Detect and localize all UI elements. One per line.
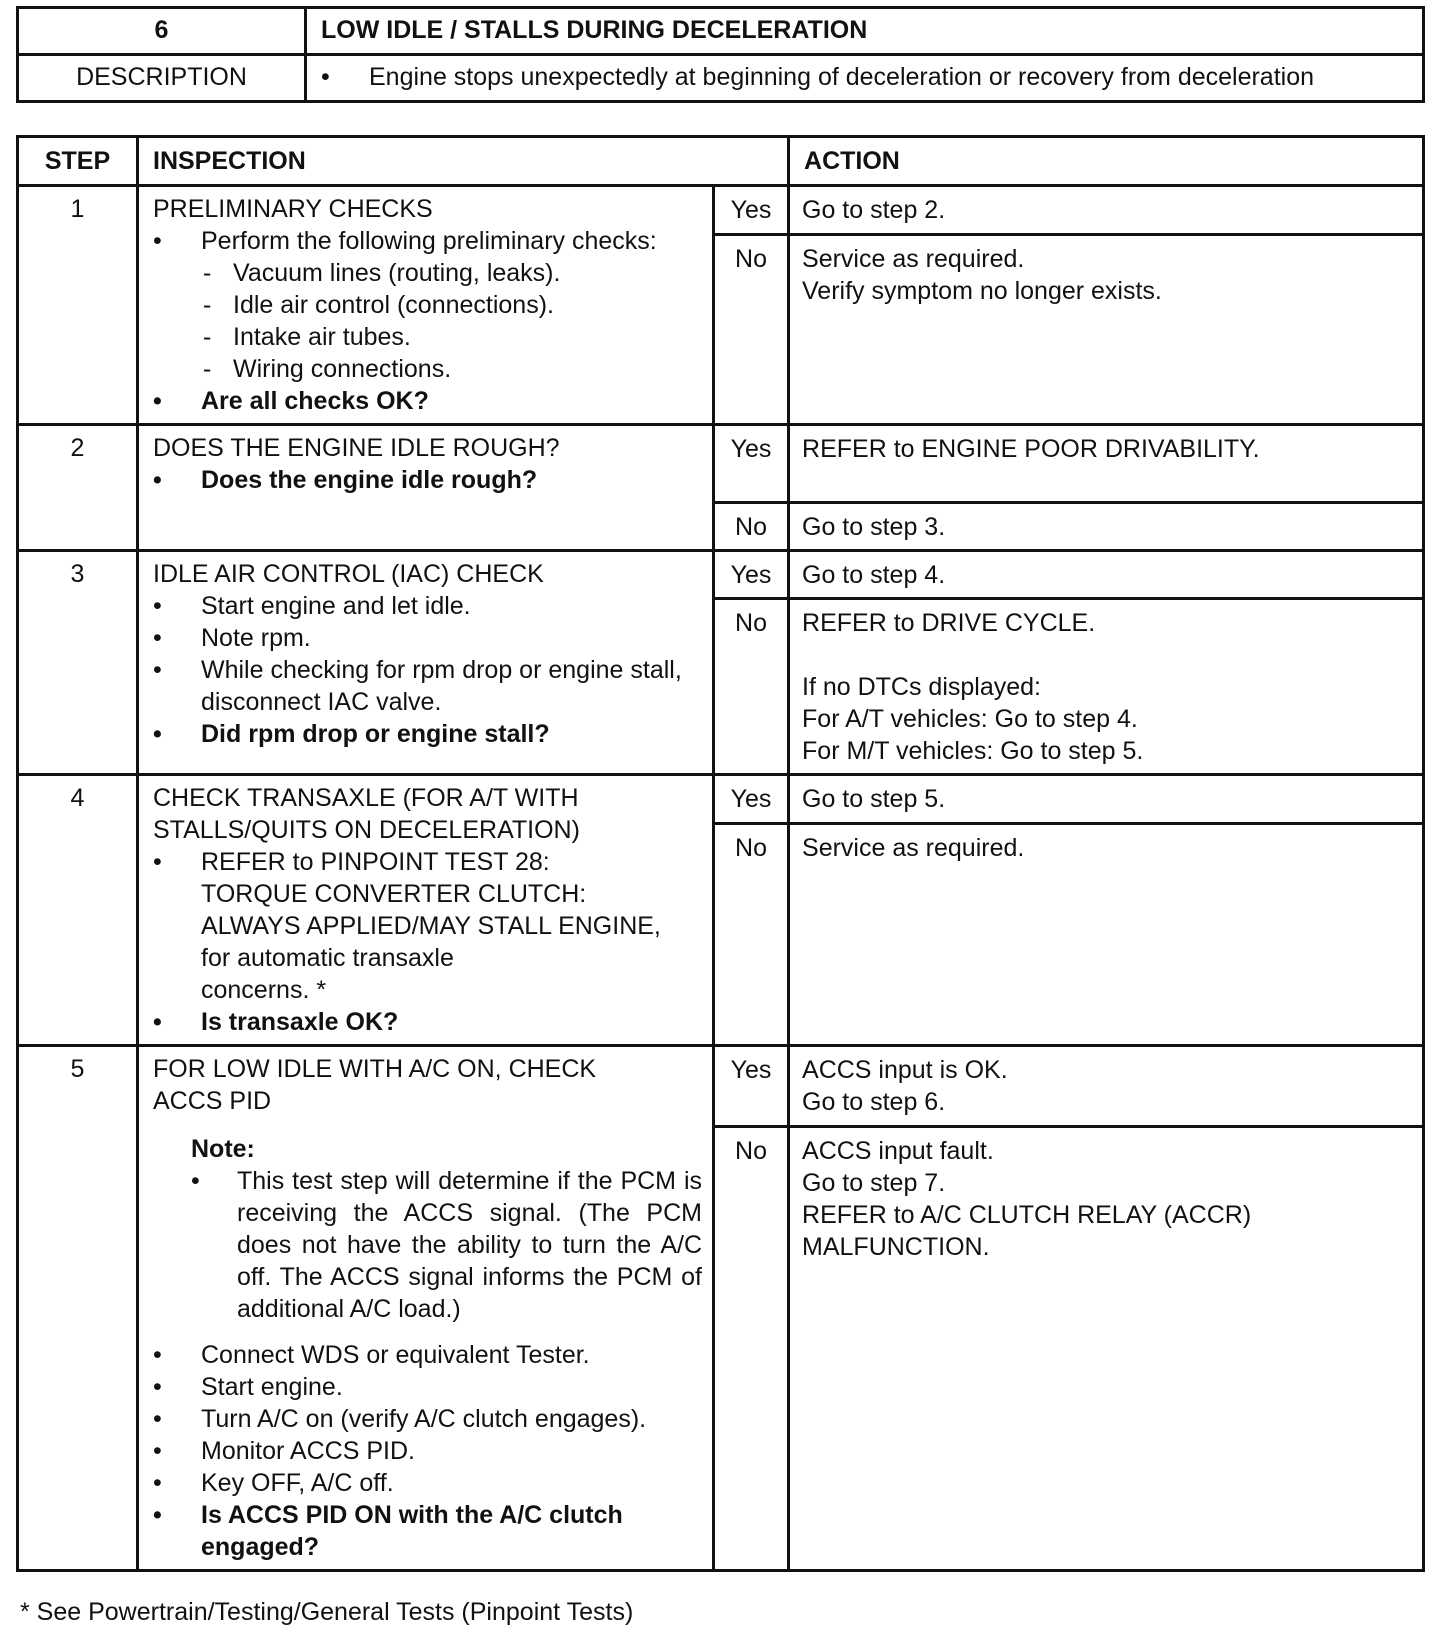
- step-inspection: [138, 186, 714, 425]
- list-item: • Turn A/C on (verify A/C clutch engages).: [153, 1403, 702, 1435]
- bullet-icon: •: [321, 63, 330, 91]
- list-item: • Start engine.: [153, 1371, 702, 1403]
- step-title: IDLE AIR CONTROL (IAC) CHECK: [153, 560, 544, 588]
- yes-action: Go to step 4.: [789, 551, 1424, 599]
- table-row: [18, 425, 1424, 503]
- table-row: [18, 775, 1424, 824]
- yes-action: Go to step 2.: [789, 186, 1424, 235]
- yes-action: [789, 1046, 1424, 1127]
- step-number: 2: [18, 425, 138, 551]
- step-inspection: [138, 551, 714, 775]
- action-line: REFER to DRIVE CYCLE.: [802, 609, 1096, 637]
- action-line: ACCS input fault.: [802, 1136, 994, 1165]
- list-item: • Monitor ACCS PID.: [153, 1435, 702, 1467]
- column-header-inspection: INSPECTION: [138, 137, 789, 186]
- step-question: • Are all checks OK?: [153, 385, 702, 417]
- no-label: No: [714, 824, 789, 1046]
- list-item: • Key OFF, A/C off.: [153, 1467, 702, 1499]
- footnote: * See Powertrain/Testing/General Tests (Pinpoint Tests): [20, 1598, 634, 1626]
- symptom-header-table: [16, 6, 1425, 103]
- list-item: • Start engine and let idle.: [153, 590, 702, 622]
- action-line: If no DTCs displayed:: [802, 673, 1042, 701]
- bullet-line: concerns. *: [201, 976, 327, 1004]
- step-title: ACCS PID: [153, 1087, 272, 1115]
- column-header-action: ACTION: [789, 137, 1424, 186]
- step-question: • Did rpm drop or engine stall?: [153, 718, 702, 750]
- table-header-row: [18, 137, 1424, 186]
- symptom-title: LOW IDLE / STALLS DURING DECELERATION: [306, 8, 1424, 55]
- yes-label: Yes: [714, 775, 789, 824]
- bullet-line: for automatic transaxle: [201, 944, 454, 972]
- note-block: [191, 1133, 702, 1325]
- step-title: CHECK TRANSAXLE (FOR A/T WITH: [153, 784, 579, 812]
- step-title: PRELIMINARY CHECKS: [153, 195, 433, 223]
- action-line: MALFUNCTION.: [802, 1232, 990, 1261]
- no-action: Go to step 3.: [789, 503, 1424, 551]
- step-question: • Does the engine idle rough?: [153, 464, 702, 496]
- action-spacer: [802, 639, 1414, 671]
- no-label: No: [714, 234, 789, 424]
- step-title: DOES THE ENGINE IDLE ROUGH?: [153, 434, 560, 462]
- description-label: DESCRIPTION: [18, 55, 306, 102]
- no-action: Service as required.: [789, 824, 1424, 1046]
- description-cell: [306, 55, 1424, 102]
- list-item: [153, 225, 702, 385]
- step-number: 3: [18, 551, 138, 775]
- list-item: - Wiring connections.: [201, 353, 702, 385]
- action-line: Service as required.: [802, 244, 1025, 273]
- step-number: 4: [18, 775, 138, 1046]
- action-line: For M/T vehicles: Go to step 5.: [802, 737, 1144, 765]
- table-row: [18, 186, 1424, 235]
- step-inspection: [138, 425, 714, 551]
- no-label: No: [714, 1126, 789, 1570]
- symptom-number: 6: [18, 8, 306, 55]
- yes-action: Go to step 5.: [789, 775, 1424, 824]
- step-title: FOR LOW IDLE WITH A/C ON, CHECK: [153, 1055, 597, 1083]
- column-header-step: STEP: [18, 137, 138, 186]
- list-item: - Idle air control (connections).: [201, 289, 702, 321]
- description-text: Engine stops unexpectedly at beginning of deceleration or recovery from deceleration: [369, 63, 1315, 91]
- step-inspection: [138, 1046, 714, 1571]
- step-number: 1: [18, 186, 138, 425]
- step-title: STALLS/QUITS ON DECELERATION): [153, 816, 580, 844]
- bullet-line: TORQUE CONVERTER CLUTCH:: [201, 880, 587, 908]
- step-number: 5: [18, 1046, 138, 1571]
- list-item: - Intake air tubes.: [201, 321, 702, 353]
- list-item: • While checking for rpm drop or engine stall, disconnect IAC valve.: [153, 654, 702, 718]
- no-action: [789, 234, 1424, 424]
- no-label: No: [714, 503, 789, 551]
- step-question: • Is transaxle OK?: [153, 1006, 702, 1038]
- action-line: Go to step 6.: [802, 1088, 946, 1116]
- list-item: - Vacuum lines (routing, leaks).: [201, 257, 702, 289]
- yes-label: Yes: [714, 186, 789, 235]
- table-row: [18, 551, 1424, 599]
- yes-action: REFER to ENGINE POOR DRIVABILITY.: [789, 425, 1424, 503]
- list-item: • Note rpm.: [153, 622, 702, 654]
- no-label: No: [714, 599, 789, 775]
- table-row: [18, 1046, 1424, 1127]
- bullet-line: ALWAYS APPLIED/MAY STALL ENGINE,: [201, 912, 661, 940]
- note-label: Note:: [191, 1135, 255, 1163]
- diagnostic-steps-table: [16, 135, 1425, 1572]
- no-action: [789, 599, 1424, 775]
- action-line: For A/T vehicles: Go to step 4.: [802, 705, 1138, 733]
- yes-label: Yes: [714, 425, 789, 503]
- list-item: • Connect WDS or equivalent Tester.: [153, 1339, 702, 1371]
- action-line: ACCS input is OK.: [802, 1056, 1008, 1084]
- list-item: [153, 846, 702, 1006]
- note-text: • This test step will determine if the PCM is receiving the ACCS signal. (The PCM does not have the ability to turn the A/C off. The ACCS signal informs the PCM of additional A/C load.): [191, 1165, 702, 1325]
- step-inspection: [138, 775, 714, 1046]
- action-line: Verify symptom no longer exists.: [802, 276, 1162, 305]
- action-line: REFER to A/C CLUTCH RELAY (ACCR): [802, 1200, 1252, 1229]
- bullet-line: • REFER to PINPOINT TEST 28:: [201, 848, 550, 876]
- action-line: Go to step 7.: [802, 1168, 946, 1197]
- yes-label: Yes: [714, 551, 789, 599]
- no-action: [789, 1126, 1424, 1570]
- yes-label: Yes: [714, 1046, 789, 1127]
- bullet-text: Perform the following preliminary checks:: [201, 227, 657, 255]
- step-question: • Is ACCS PID ON with the A/C clutch engaged?: [153, 1499, 702, 1563]
